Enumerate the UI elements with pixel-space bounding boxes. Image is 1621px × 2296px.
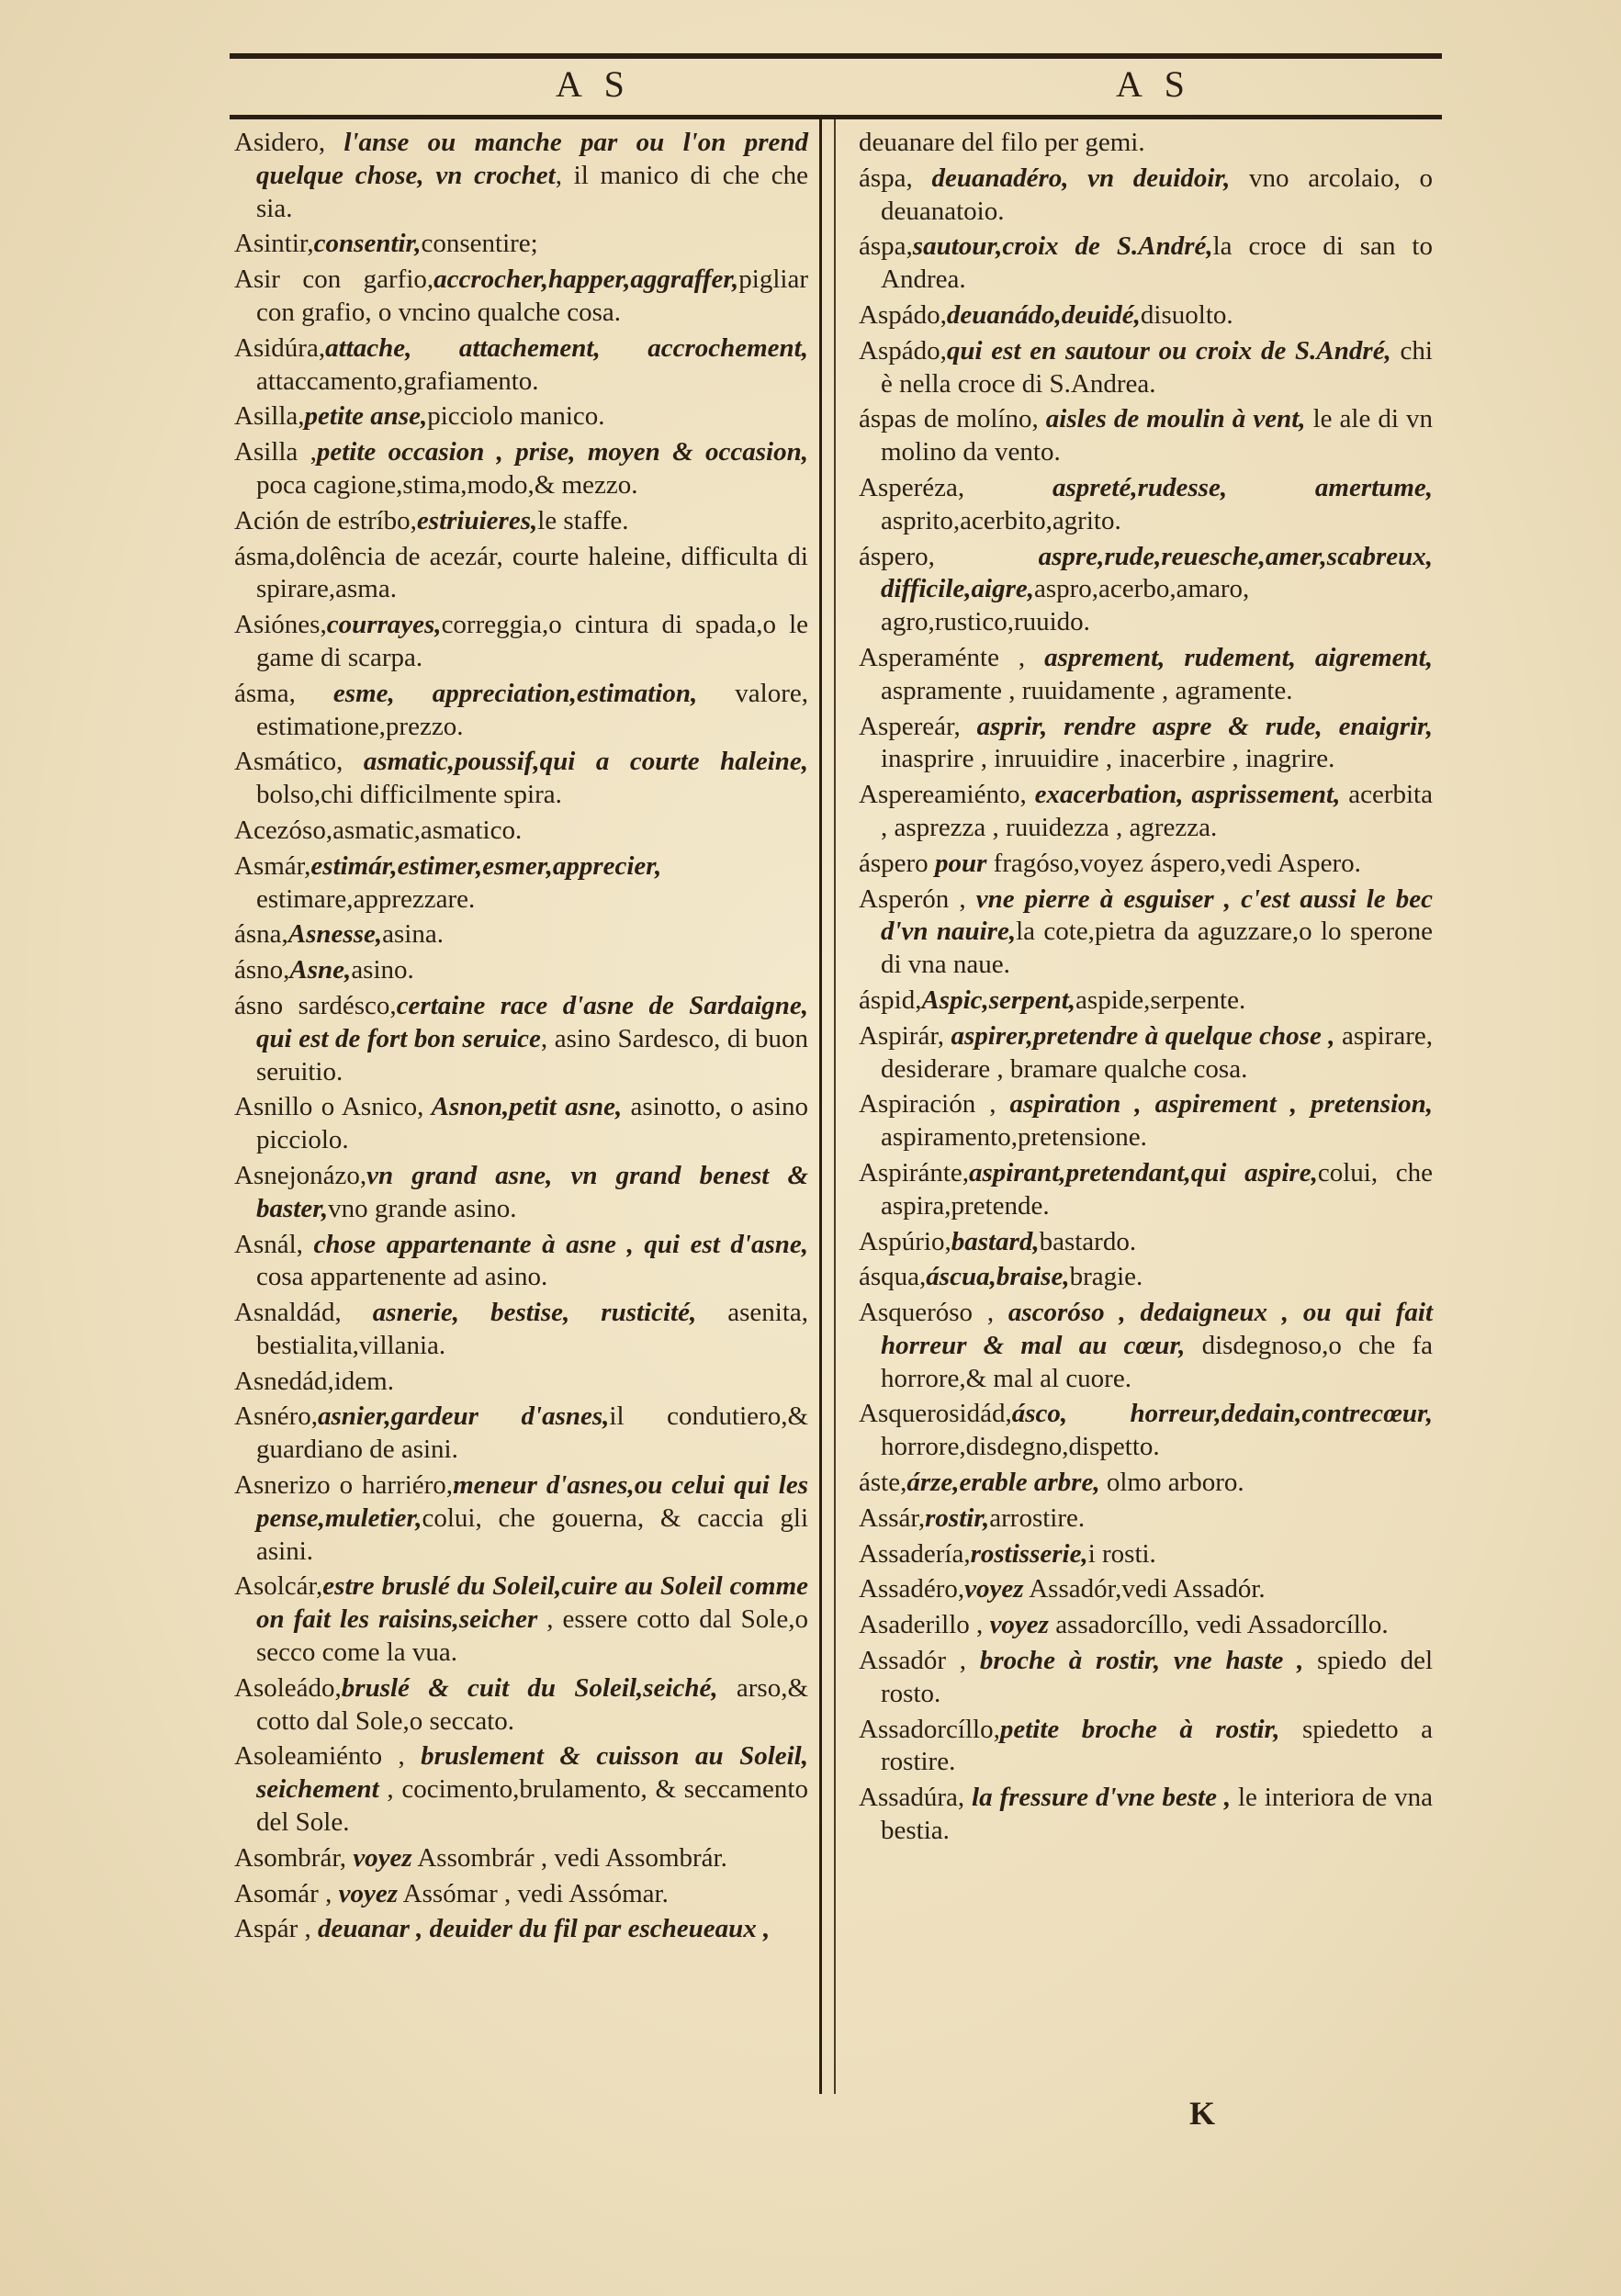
dictionary-entry (234, 1091, 808, 1157)
entry-italian-gloss: pigliar con grafio, o vncino qualche cosa. (256, 264, 808, 327)
entry-lemma: ásma, (234, 541, 296, 571)
entry-french-gloss: bruslé & cuit du Soleil,seiché, (341, 1672, 718, 1703)
dictionary-entry (234, 436, 808, 502)
entry-lemma: Asquerosidád, (859, 1399, 1012, 1429)
entry-french-gloss: deuanar , deuider du fil par escheueaux , (310, 1914, 771, 1944)
entry-french-gloss: bastard, (951, 1226, 1040, 1256)
entry-lemma: Asnejonázo, (234, 1160, 367, 1190)
entry-french-gloss: sautour,croix de S.André, (912, 231, 1213, 262)
dictionary-entry (859, 541, 1433, 639)
entry-french-gloss: qui est en sautour ou croix de S.André, (946, 335, 1391, 366)
entry-lemma: Asperón , (859, 884, 966, 914)
dictionary-entry (859, 127, 1433, 160)
entry-lemma: áspero (859, 848, 929, 878)
entry-french-gloss: vn grand asne, vn grand benest & baster, (256, 1160, 808, 1223)
entry-french-gloss: estre bruslé du Soleil,cuire au Soleil comme on fait les raisins,seicher (256, 1571, 808, 1635)
entry-french-gloss: asprement, rudement, aigrement, (1025, 642, 1433, 672)
entry-lemma: Asnaldád, (234, 1298, 342, 1328)
entry-italian-gloss: acerbita , asprezza , ruuidezza , agrezza. (881, 780, 1433, 842)
dictionary-entry (234, 127, 808, 225)
dictionary-entry (234, 1229, 808, 1295)
entry-lemma: Asperaménte , (859, 642, 1026, 672)
entry-lemma: Asir con garfio, (234, 264, 434, 295)
dictionary-entry (234, 332, 808, 399)
entry-french-gloss: aspre,rude,reuesche,amer,scabreux, difficile,aigre, (881, 541, 1433, 604)
entry-italian-gloss: , cocimento,brulamento, & seccamento del Sole. (256, 1774, 808, 1838)
entry-italian-gloss: la croce di san to Andrea. (881, 231, 1433, 295)
entry-italian-gloss: asina. (382, 919, 444, 950)
entry-italian-gloss: bastardo. (1039, 1226, 1137, 1256)
entry-italian-gloss: poca cagione,stima,modo,& mezzo. (256, 469, 638, 500)
entry-french-gloss: aspreté,rudesse, amertume, (964, 472, 1433, 502)
entry-italian-gloss: spiedetto a rostire. (881, 1714, 1433, 1777)
entry-french-gloss: ásco, horreur,dedain,contrecœur, (1011, 1399, 1433, 1429)
dictionary-entry (859, 642, 1433, 708)
entry-lemma: Aspiránte, (859, 1157, 969, 1187)
entry-lemma: áspas de molíno, (859, 404, 1039, 434)
entry-french-gloss: aspiration , aspirement , pretension, (996, 1089, 1434, 1120)
dictionary-entry (234, 746, 808, 812)
running-head-left: A S (556, 63, 632, 105)
entry-lemma: Asperéza, (859, 472, 965, 502)
entry-lemma: Asiónes, (234, 610, 327, 640)
dictionary-entry (859, 1467, 1433, 1500)
entry-french-gloss: accrocher,happer,aggraffer, (433, 264, 739, 295)
entry-italian-gloss: , asino Sardesco, di buon seruitio. (256, 1023, 808, 1086)
column-divider-inner (834, 119, 836, 2094)
entry-italian-gloss: , essere cotto dal Sole,o secco come la vua. (256, 1604, 808, 1668)
entry-french-gloss: attache, attachement, accrochement, (325, 332, 808, 363)
entry-lemma: Asilla, (234, 401, 305, 432)
entry-french-gloss: árze,erable arbre, (906, 1468, 1100, 1498)
dictionary-entry (859, 403, 1433, 469)
entry-italian-gloss: aspirare, desiderare , bramare qualche cosa. (881, 1020, 1433, 1084)
entry-lemma: áspero, (859, 541, 935, 571)
entry-italian-gloss: Assadór,vedi Assadór. (1023, 1574, 1266, 1604)
entry-italian-gloss: inasprire , inruuidire , inacerbire , inagrire. (881, 744, 1335, 774)
entry-italian-gloss: bragie. (1069, 1262, 1143, 1292)
entry-lemma: Assadúra, (859, 1783, 965, 1813)
entry-lemma: Aspádo, (859, 299, 947, 330)
entry-french-gloss: aspirant,pretendant,qui aspire, (969, 1157, 1318, 1187)
entry-lemma: Asolcár, (234, 1571, 323, 1602)
entry-french-gloss: Asne, (289, 955, 352, 985)
entry-french-gloss: petite occasion , prise, moyen & occasion, (316, 437, 808, 467)
entry-lemma: Assadór , (859, 1646, 967, 1676)
entry-lemma: Assadería, (859, 1538, 971, 1569)
dictionary-entry (859, 1297, 1433, 1395)
entry-italian-gloss: il condutiero,& guardiano de asini. (256, 1401, 808, 1465)
dictionary-entry (859, 1573, 1433, 1606)
entry-italian-gloss: consentire; (421, 229, 538, 259)
entry-italian-gloss: horrore,disdegno,dispetto. (881, 1432, 1160, 1462)
entry-lemma: ásna, (234, 919, 288, 950)
entry-italian-gloss: asmatic,asmatico. (332, 815, 523, 845)
entry-french-gloss: voyez (332, 1878, 398, 1908)
dictionary-entry (859, 163, 1433, 229)
dictionary-entry (859, 1157, 1433, 1223)
dictionary-entry (859, 472, 1433, 538)
entry-italian-gloss: aspramente , ruuidamente , agramente. (881, 675, 1293, 705)
dictionary-entry (234, 505, 808, 538)
entry-italian-gloss: vno arcolaio, o deuanatoio. (881, 163, 1433, 226)
entry-lemma: Aspár , (234, 1914, 311, 1944)
entry-lemma: Aspereár, (859, 711, 961, 741)
entry-italian-gloss: aspro,acerbo,amaro, agro,rustico,ruuido. (881, 574, 1250, 637)
entry-lemma: Asombrár, (234, 1842, 347, 1873)
entry-french-gloss: Asnesse, (287, 919, 383, 950)
dictionary-entry (234, 400, 808, 433)
dictionary-entry (234, 815, 808, 848)
entry-french-gloss: rostisserie, (970, 1538, 1088, 1569)
entry-lemma: Asnéro, (234, 1401, 319, 1432)
dictionary-entry (859, 299, 1433, 332)
running-head-right: A S (1116, 63, 1192, 105)
entry-lemma: Acezóso, (234, 815, 333, 845)
entry-italian-gloss: idem. (333, 1366, 394, 1396)
entry-french-gloss: deuanadéro, vn deuidoir, (912, 163, 1231, 193)
dictionary-entry (234, 954, 808, 987)
entry-french-gloss: vne pierre à esguiser , c'est aussi le bec d'vn nauire, (881, 884, 1433, 947)
dictionary-entry (234, 850, 808, 917)
entry-italian-gloss: picciolo manico. (427, 401, 605, 432)
entry-french-gloss: voyez (346, 1842, 412, 1873)
entry-italian-gloss: valore, estimatione,prezzo. (256, 678, 808, 741)
dictionary-entry (234, 1469, 808, 1568)
entry-lemma: Aspiración , (859, 1089, 996, 1120)
right-column (859, 127, 1433, 1851)
dictionary-entry (234, 918, 808, 951)
dictionary-entry (234, 1740, 808, 1839)
entry-french-gloss: asnier,gardeur d'asnes, (318, 1401, 610, 1432)
entry-italian-gloss: arso,& cotto dal Sole,o seccato. (256, 1672, 808, 1736)
entry-french-gloss: chose appartenante à asne , qui est d'asne, (302, 1229, 808, 1259)
dictionary-entry (859, 1226, 1433, 1259)
entry-lemma: áspid, (859, 985, 922, 1015)
entry-lemma: Asaderillo , (859, 1610, 984, 1640)
entry-italian-gloss: arrostire. (989, 1503, 1086, 1533)
entry-italian-gloss: deuanare del filo per gemi. (859, 128, 1145, 157)
entry-italian-gloss: le staffe. (537, 505, 629, 535)
entry-italian-gloss: olmo arboro. (1099, 1468, 1244, 1498)
entry-lemma: Aspúrio, (859, 1226, 951, 1256)
entry-italian-gloss: colui, che gouerna, & caccia gli asini. (256, 1503, 808, 1566)
dictionary-entry (859, 231, 1433, 297)
dictionary-entry (234, 1570, 808, 1669)
entry-french-gloss: estimár,estimer,esmer,apprecier, (310, 850, 662, 881)
entry-italian-gloss: cosa appartenente ad asino. (256, 1262, 548, 1292)
entry-french-gloss: Aspic,serpent, (921, 985, 1076, 1015)
entry-lemma: Asnillo o Asnico, (234, 1092, 424, 1122)
entry-lemma: ásqua, (859, 1262, 927, 1292)
dictionary-entry (234, 1366, 808, 1399)
entry-italian-gloss: asinotto, o asino picciolo. (256, 1092, 809, 1155)
entry-italian-gloss: aspiramento,pretensione. (881, 1122, 1147, 1153)
entry-italian-gloss: aspide,serpente. (1075, 985, 1246, 1015)
entry-french-gloss: estriuieres, (416, 505, 538, 535)
entry-lemma: Asidúra, (234, 332, 326, 363)
entry-lemma: ásma, (234, 678, 296, 708)
entry-italian-gloss: Assómar , vedi Assómar. (397, 1878, 669, 1908)
dictionary-entry (859, 985, 1433, 1018)
entry-lemma: Asmático, (234, 747, 343, 777)
entry-french-gloss: broche à rostir, vne haste , (966, 1646, 1304, 1676)
entry-lemma: áspa, (859, 163, 913, 193)
dictionary-entry (234, 1297, 808, 1363)
left-column (234, 127, 808, 1949)
entry-lemma: Assadorcíllo, (859, 1714, 1000, 1744)
entry-french-gloss: áscua,braise, (926, 1262, 1070, 1292)
entry-italian-gloss: dolência de acezár, courte haleine, difficulta di spirare,asma. (256, 541, 808, 604)
entry-french-gloss: asprir, rendre aspre & rude, enaigrir, (960, 711, 1433, 741)
dictionary-entry (859, 1398, 1433, 1464)
entry-french-gloss: petite broche à rostir, (999, 1714, 1280, 1744)
entry-french-gloss: petite anse, (304, 401, 428, 432)
entry-italian-gloss: vno grande asino. (328, 1193, 517, 1223)
entry-italian-gloss: assadorcíllo, vedi Assadorcíllo. (1048, 1610, 1389, 1640)
entry-french-gloss: esme, appreciation,estimation, (295, 678, 698, 708)
entry-french-gloss: l'anse ou manche par ou l'on prend quelque chose, vn crochet (256, 128, 808, 190)
dictionary-entry (859, 1261, 1433, 1294)
entry-lemma: Asidero, (234, 128, 326, 157)
entry-french-gloss: exacerbation, asprissement, (1026, 780, 1341, 810)
entry-italian-gloss: chi è nella croce di S.Andrea. (881, 335, 1433, 399)
entry-lemma: Asintir, (234, 229, 314, 259)
entry-french-gloss: Asnon,petit asne, (423, 1092, 623, 1122)
entry-italian-gloss: , il manico di che che sia. (256, 160, 808, 223)
dictionary-entry (234, 1401, 808, 1467)
head-rule (230, 115, 1442, 119)
entry-lemma: Assadéro, (859, 1574, 965, 1604)
entry-french-gloss: rostir, (925, 1503, 990, 1533)
dictionary-entry (234, 228, 808, 261)
entry-italian-gloss: spiedo del rosto. (881, 1646, 1433, 1708)
entry-italian-gloss: fragóso,voyez áspero,vedi Aspero. (986, 848, 1361, 878)
dictionary-entry (234, 990, 808, 1088)
entry-italian-gloss: asprito,acerbito,agrito. (881, 505, 1121, 535)
entry-italian-gloss: Assombrár , vedi Assombrár. (411, 1842, 727, 1873)
entry-lemma: ásno sardésco, (234, 990, 397, 1020)
dictionary-entry (234, 264, 808, 330)
entry-lemma: Asoleádo, (234, 1672, 342, 1703)
entry-lemma: Aspirár, (859, 1020, 945, 1051)
entry-lemma: Assár, (859, 1503, 926, 1533)
entry-lemma: Asmár, (234, 850, 311, 881)
entry-french-gloss: aspirer,pretendre à quelque chose , (944, 1020, 1335, 1051)
dictionary-entry (859, 1645, 1433, 1711)
dictionary-entry (859, 1609, 1433, 1642)
entry-italian-gloss: disuolto. (1140, 299, 1233, 330)
entry-lemma: Ación de estríbo, (234, 505, 417, 535)
entry-lemma: Asnedád, (234, 1366, 334, 1396)
entry-italian-gloss: disdegnoso,o che fa horrore,& mal al cuore. (881, 1330, 1433, 1393)
signature-mark: K (1189, 2095, 1216, 2132)
dictionary-entry (234, 541, 808, 607)
entry-lemma: ásno, (234, 955, 290, 985)
entry-french-gloss: certaine race d'asne de Sardaigne, qui est de fort bon seruice (256, 990, 808, 1053)
dictionary-entry (859, 1020, 1433, 1086)
entry-italian-gloss: correggia,o cintura di spada,o le game di scarpa. (256, 610, 808, 672)
dictionary-entry (859, 1538, 1433, 1571)
entry-french-gloss: meneur d'asnes,ou celui qui les pense,muletier, (256, 1470, 808, 1533)
entry-french-gloss: asnerie, bestise, rusticité, (341, 1298, 697, 1328)
entry-lemma: Asomár , (234, 1878, 332, 1908)
entry-italian-gloss: la cote,pietra da aguzzare,o lo sperone di vna naue. (881, 917, 1434, 980)
dictionary-entry (234, 609, 808, 675)
dictionary-entry (234, 678, 808, 744)
dictionary-entry (859, 711, 1433, 777)
dictionary-entry (234, 1842, 808, 1875)
dictionary-entry (859, 1088, 1433, 1154)
entry-french-gloss: ascoróso , dedaigneux , ou qui fait horreur & mal au cœur, (881, 1298, 1434, 1360)
entry-french-gloss: deuanádo,deuidé, (946, 299, 1141, 330)
entry-french-gloss: asmatic,poussif,qui a courte haleine, (343, 747, 808, 777)
entry-french-gloss: consentir, (313, 229, 422, 259)
entry-italian-gloss: attaccamento,grafiamento. (256, 366, 539, 396)
dictionary-entry (234, 1160, 808, 1226)
entry-lemma: Aspádo, (859, 335, 947, 366)
entry-italian-gloss: le ale di vn molino da vento. (881, 404, 1434, 467)
entry-lemma: áste, (859, 1468, 907, 1498)
entry-lemma: Asoleamiénto , (234, 1741, 405, 1772)
entry-french-gloss: bruslement & cuisson au Soleil, seichement (256, 1741, 808, 1805)
entry-italian-gloss: le interiora de vna bestia. (881, 1783, 1433, 1846)
dictionary-entry (859, 779, 1433, 845)
entry-french-gloss: voyez (964, 1574, 1024, 1604)
entry-french-gloss: aisles de moulin à vent, (1038, 404, 1306, 434)
entry-french-gloss: pour (928, 848, 987, 878)
entry-lemma: Asqueróso , (859, 1298, 995, 1328)
dictionary-entry (859, 1782, 1433, 1848)
entry-italian-gloss: i rosti. (1087, 1538, 1156, 1569)
entry-lemma: Asnál, (234, 1229, 303, 1259)
entry-italian-gloss: asenita, bestialita,villania. (256, 1298, 808, 1360)
entry-italian-gloss: estimare,apprezzare. (256, 884, 476, 914)
entry-italian-gloss: bolso,chi difficilmente spira. (256, 780, 562, 810)
dictionary-entry (859, 1503, 1433, 1536)
entry-french-gloss: voyez (983, 1610, 1049, 1640)
entry-french-gloss: courrayes, (326, 610, 442, 640)
dictionary-entry (859, 884, 1433, 982)
entry-lemma: Aspereamiénto, (859, 780, 1027, 810)
column-divider (819, 119, 822, 2094)
dictionary-entry (234, 1878, 808, 1911)
entry-lemma: Asnerizo o harriéro, (234, 1470, 454, 1501)
dictionary-entry (234, 1913, 808, 1946)
dictionary-entry (234, 1672, 808, 1739)
entry-italian-gloss: asino. (351, 955, 414, 985)
entry-lemma: áspa, (859, 231, 913, 262)
entry-french-gloss: la fressure d'vne beste , (964, 1783, 1232, 1813)
dictionary-entry (859, 1714, 1433, 1780)
entry-italian-gloss: colui, che aspira,pretende. (881, 1157, 1434, 1221)
top-rule (230, 53, 1442, 59)
entry-lemma: Asilla , (234, 437, 317, 467)
dictionary-entry (859, 848, 1433, 881)
dictionary-entry (859, 335, 1433, 401)
